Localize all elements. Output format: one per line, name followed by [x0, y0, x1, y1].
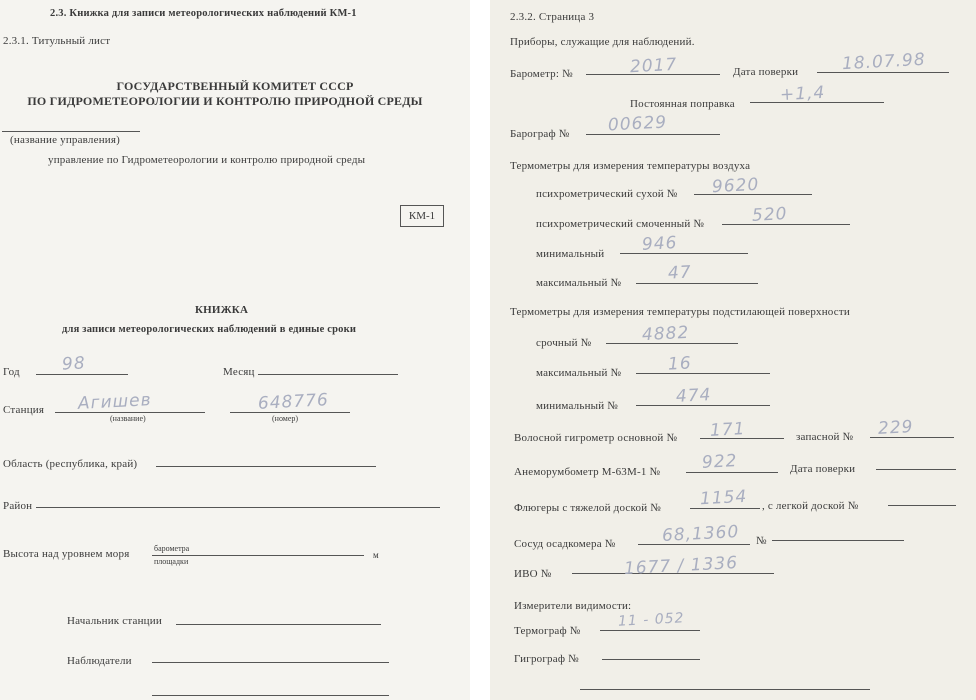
year-value: 98 — [61, 353, 87, 375]
month-label: Месяц — [223, 366, 255, 378]
hygrometer-label: Волосной гигрометр основной № — [514, 432, 678, 444]
chief-line — [176, 624, 381, 625]
vane-value: 1154 — [699, 486, 748, 510]
district-label: Район — [3, 500, 33, 512]
region-label: Область (республика, край) — [3, 458, 138, 470]
barograph-value: 00629 — [607, 112, 668, 136]
check-date-line — [817, 72, 949, 73]
year-label: Год — [3, 366, 20, 378]
min-label: минимальный — [536, 248, 605, 260]
header: 2.3. Книжка для записи метеорологических наблюдений КМ-1 — [50, 8, 357, 19]
anemo-date-label: Дата поверки — [790, 463, 856, 475]
chief-label: Начальник станции — [67, 615, 162, 627]
bottom-line — [580, 689, 870, 690]
section-title: 2.3.1. Титульный лист — [3, 35, 111, 47]
surface-max-line — [636, 373, 770, 374]
surface-max-label: максимальный № — [536, 367, 622, 379]
surface-min-value: 474 — [675, 385, 712, 407]
station-name-caption: (название) — [110, 414, 146, 423]
region-line — [156, 466, 376, 467]
vane-light-label: , с легкой доской № — [762, 500, 859, 512]
mgmt-caption: (название управления) — [10, 134, 120, 146]
urgent-value: 4882 — [641, 322, 690, 346]
hygrometer-value: 171 — [709, 419, 746, 441]
correction-value: +1,4 — [779, 82, 826, 106]
urgent-label: срочный № — [536, 337, 592, 349]
vane-label: Флюгеры с тяжелой доской № — [514, 502, 661, 514]
min-line — [620, 253, 748, 254]
book-title: КНИЖКА — [195, 304, 249, 316]
anemo-line — [686, 472, 778, 473]
year-line — [36, 374, 128, 375]
section-title: 2.3.2. Страница 3 — [510, 11, 595, 23]
intro: Приборы, служащие для наблюдений. — [510, 36, 695, 48]
min-value: 946 — [641, 233, 678, 255]
thermograph-value: 11 - 052 — [617, 610, 685, 630]
max-value: 47 — [667, 262, 693, 284]
station-number-value: 648776 — [257, 390, 330, 414]
ivo-value: 1677 / 1336 — [623, 553, 739, 579]
spare-label: запасной № — [796, 431, 854, 443]
vane-light-line — [888, 505, 956, 506]
spare-value: 229 — [877, 417, 914, 439]
precip-value: 68,1360 — [661, 521, 740, 547]
hygrograph-label: Гигрограф № — [514, 653, 579, 665]
instruments-page — [490, 0, 976, 700]
thermograph-label: Термограф № — [514, 625, 581, 637]
observers-label: Наблюдатели — [67, 655, 132, 667]
month-line — [258, 374, 398, 375]
anemo-date-line — [876, 469, 956, 470]
visibility-label: Измерители видимости: — [514, 600, 632, 612]
book-subtitle: для записи метеорологических наблюдений в единые сроки — [62, 324, 357, 335]
mgmt-line — [2, 131, 140, 132]
altitude-unit: м — [373, 550, 379, 560]
station-label: Станция — [3, 404, 45, 416]
surface-thermometers-title: Термометры для измерения температуры подстилающей поверхности — [510, 306, 850, 318]
barometer-label: Барометр: № — [510, 68, 573, 80]
hygrograph-line — [602, 659, 700, 660]
title-page — [0, 0, 470, 700]
committee-line-1: ГОСУДАРСТВЕННЫЙ КОМИТЕТ СССР — [116, 79, 354, 93]
committee-line-2: ПО ГИДРОМЕТЕОРОЛОГИИ И КОНТРОЛЮ ПРИРОДНОЙ СРЕДЫ — [27, 94, 423, 108]
surface-max-value: 16 — [667, 353, 693, 375]
air-thermometers-title: Термометры для измерения температуры воздуха — [510, 160, 751, 172]
altitude-label: Высота над уровнем моря — [3, 548, 130, 560]
anemo-value: 922 — [701, 451, 738, 473]
psychro-wet-value: 520 — [751, 204, 788, 226]
mgmt-text: управление по Гидрометеорологии и контролю природной среды — [48, 154, 366, 166]
observers-line-1 — [152, 662, 389, 663]
surface-min-label: минимальный № — [536, 400, 619, 412]
precip-label: Сосуд осадкомера № — [514, 538, 616, 550]
barograph-line — [586, 134, 720, 135]
check-date-value: 18.07.98 — [841, 49, 927, 75]
altitude-barometer: барометра — [154, 544, 190, 553]
anemo-label: Анеморумбометр М-63М-1 № — [514, 466, 661, 478]
altitude-line — [152, 555, 364, 556]
correction-label: Постоянная поправка — [630, 98, 735, 110]
barometer-value: 2017 — [629, 54, 678, 78]
form-code-box: КМ-1 — [400, 205, 444, 227]
max-label: максимальный № — [536, 277, 622, 289]
psychro-dry-label: психрометрический сухой № — [536, 188, 678, 200]
altitude-ground: площадки — [154, 557, 189, 566]
observers-line-2 — [152, 695, 389, 696]
district-line — [36, 507, 440, 508]
thermograph-line — [600, 630, 700, 631]
psychro-dry-value: 9620 — [711, 174, 760, 198]
ivo-label: ИВО № — [514, 568, 552, 580]
precip-no-line — [772, 540, 904, 541]
station-name-value: Агишев — [77, 390, 153, 414]
psychro-wet-label: психрометрический смоченный № — [536, 218, 705, 230]
precip-no-label: № — [756, 535, 767, 547]
check-date-label: Дата поверки — [733, 66, 799, 78]
max-line — [636, 283, 758, 284]
barograph-label: Барограф № — [510, 128, 570, 140]
station-number-caption: (номер) — [272, 414, 299, 423]
